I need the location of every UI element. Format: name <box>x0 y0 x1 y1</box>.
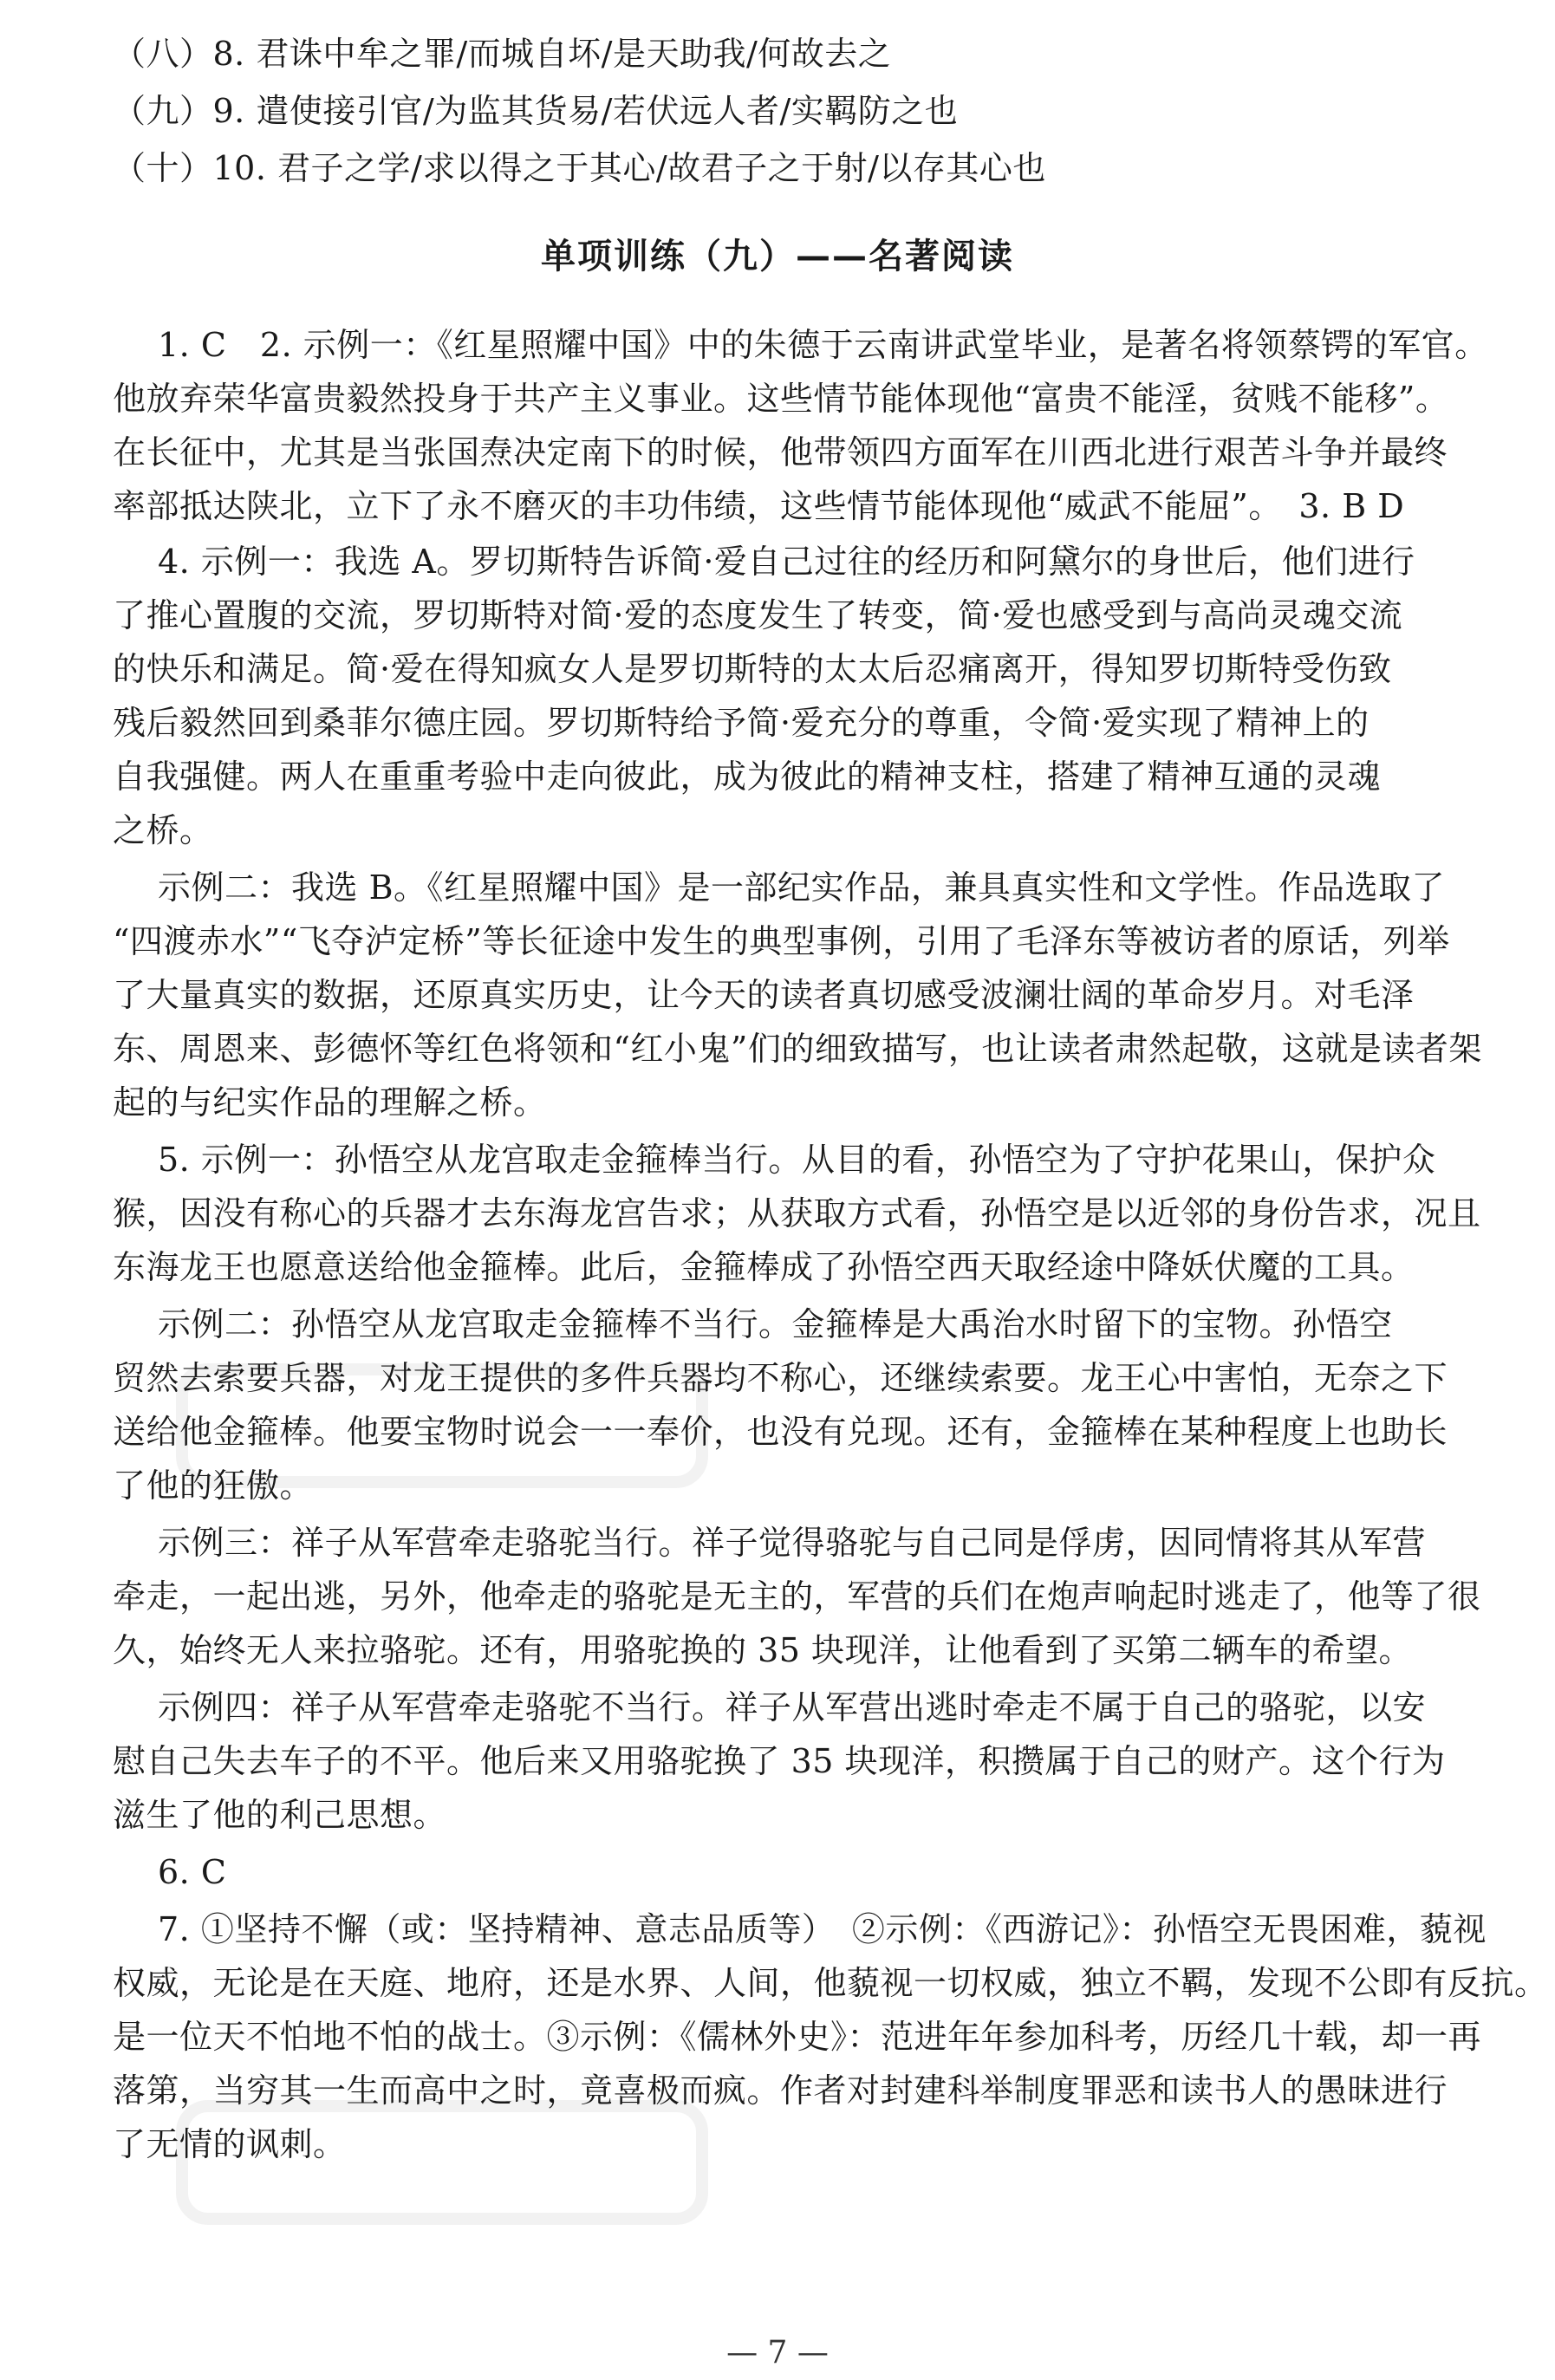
body-line: 在长征中，尤其是当张国焘决定南下的时候，他带领四方面军在川西北进行艰苦斗争并最终 <box>113 433 1448 471</box>
body-line: 了无情的讽刺。 <box>113 2125 347 2163</box>
body-line: 他放弃荣华富贵毅然投身于共产主义事业。这些情节能体现他“富贵不能淫，贫贱不能移”。 <box>113 380 1449 418</box>
body-line: 牵走，一起出逃，另外，他牵走的骆驼是无主的，军营的兵们在炮声响起时逃走了，他等了很 <box>113 1577 1481 1616</box>
body-line: 猴，因没有称心的兵器才去东海龙宫告求；从获取方式看，孙悟空是以近邻的身份告求，况且 <box>113 1194 1481 1232</box>
body-line: 率部抵达陕北，立下了永不磨灭的丰功伟绩，这些情节能体现他“威武不能屈”。 3. B D <box>113 487 1405 525</box>
answer-line: （八）8. 君诛中牟之罪/而城自坏/是天助我/何故去之 <box>113 35 892 73</box>
body-line: 滋生了他的利己思想。 <box>113 1796 447 1834</box>
body-line: 起的与纪实作品的理解之桥。 <box>113 1083 547 1122</box>
body-line: 6. C <box>158 1853 227 1891</box>
body-line: 4. 示例一：我选 A。罗切斯特告诉简·爱自己过往的经历和阿黛尔的身世后，他们进行 <box>158 543 1415 581</box>
page-number: — 7 — <box>726 2335 829 2370</box>
body-line: 自我强健。两人在重重考验中走向彼此，成为彼此的精神支柱，搭建了精神互通的灵魂 <box>113 758 1382 796</box>
body-line: 7. ①坚持不懈（或：坚持精神、意志品质等） ②示例：《西游记》：孙悟空无畏困难，藐视 <box>158 1910 1487 1948</box>
watermark-graphic <box>173 2089 711 2236</box>
body-line: 贸然去索要兵器，对龙王提供的多件兵器均不称心，还继续索要。龙王心中害怕，无奈之下 <box>113 1359 1448 1397</box>
answer-line: （十）10. 君子之学/求以得之于其心/故君子之于射/以存其心也 <box>113 149 1046 187</box>
body-line: 东、周恩来、彭德怀等红色将领和“红小鬼”们的细致描写，也让读者肃然起敬，这就是读者架 <box>113 1030 1482 1068</box>
body-line: 示例三：祥子从军营牵走骆驼当行。祥子觉得骆驼与自己同是俘虏，因同情将其从军营 <box>158 1524 1427 1562</box>
answer-line: （九）9. 遣使接引官/为监其货易/若伏远人者/实羁防之也 <box>113 92 959 130</box>
body-line: 落第，当穷其一生而高中之时，竟喜极而疯。作者对封建科举制度罪恶和读书人的愚昧进行 <box>113 2071 1448 2110</box>
body-line: 之桥。 <box>113 811 213 849</box>
body-line: 的快乐和满足。简·爱在得知疯女人是罗切斯特的太太后忍痛离开，得知罗切斯特受伤致 <box>113 650 1392 688</box>
body-line: 送给他金箍棒。他要宝物时说会一一奉价，也没有兑现。还有，金箍棒在某种程度上也助长 <box>113 1413 1448 1451</box>
body-line: “四渡赤水”“飞夺泸定桥”等长征途中发生的典型事例，引用了毛泽东等被访者的原话，列举 <box>113 922 1450 960</box>
watermark-graphic <box>173 1352 711 1499</box>
body-line: 了推心置腹的交流，罗切斯特对简·爱的态度发生了转变，简·爱也感受到与高尚灵魂交流 <box>113 596 1403 634</box>
body-line: 残后毅然回到桑菲尔德庄园。罗切斯特给予简·爱充分的尊重，令简·爱实现了精神上的 <box>113 704 1370 742</box>
body-line: 是一位天不怕地不怕的战士。③示例：《儒林外史》：范进年年参加科考，历经几十载，却一再 <box>113 2018 1482 2056</box>
body-line: 东海龙王也愿意送给他金箍棒。此后，金箍棒成了孙悟空西天取经途中降妖伏魔的工具。 <box>113 1248 1415 1286</box>
body-line: 5. 示例一：孙悟空从龙宫取走金箍棒当行。从目的看，孙悟空为了守护花果山，保护众 <box>158 1141 1436 1179</box>
body-line: 慰自己失去车子的不平。他后来又用骆驼换了 35 块现洋，积攒属于自己的财产。这个行为 <box>113 1742 1446 1780</box>
body-line: 久，始终无人来拉骆驼。还有，用骆驼换的 35 块现洋，让他看到了买第二辆车的希望。 <box>113 1631 1413 1669</box>
body-line: 示例二：孙悟空从龙宫取走金箍棒不当行。金箍棒是大禹治水时留下的宝物。孙悟空 <box>158 1305 1393 1343</box>
body-line: 了大量真实的数据，还原真实历史，让今天的读者真切感受波澜壮阔的革命岁月。对毛泽 <box>113 976 1415 1014</box>
body-line: 了他的狂傲。 <box>113 1466 314 1505</box>
body-line: 示例四：祥子从军营牵走骆驼不当行。祥子从军营出逃时牵走不属于自己的骆驼，以安 <box>158 1688 1427 1726</box>
section-title: 单项训练（九）——名著阅读 <box>541 237 1014 276</box>
body-line: 权威，无论是在天庭、地府，还是水界、人间，他藐视一切权威，独立不羁，发现不公即有反抗。 <box>113 1964 1548 2002</box>
body-line: 1. C 2. 示例一：《红星照耀中国》中的朱德于云南讲武堂毕业，是著名将领蔡锷的军官。 <box>158 326 1488 364</box>
body-line: 示例二：我选 B。《红星照耀中国》是一部纪实作品，兼具真实性和文学性。作品选取了 <box>158 868 1446 907</box>
